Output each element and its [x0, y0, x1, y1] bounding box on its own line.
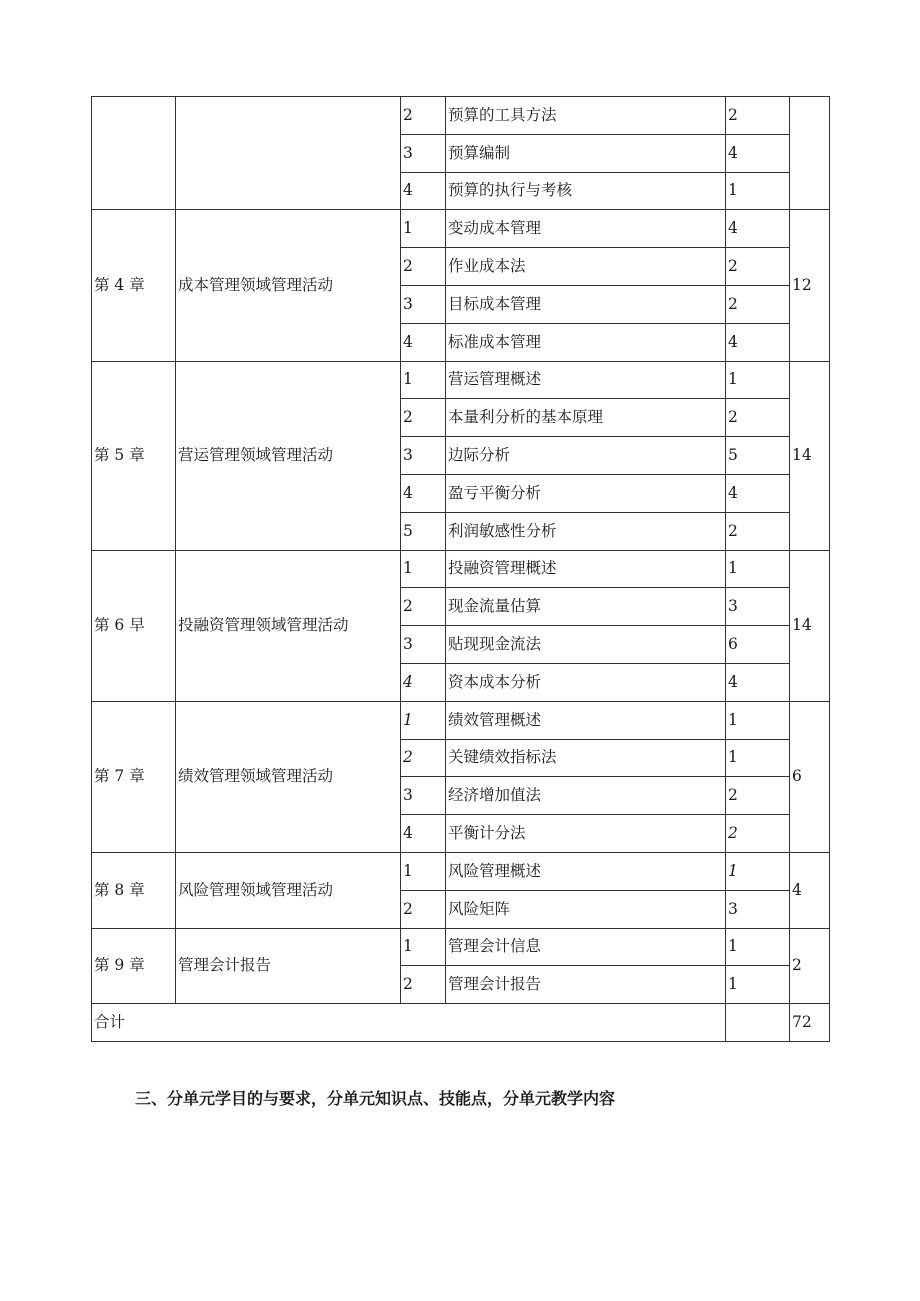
item-hours-cell: 1	[726, 550, 790, 588]
table-row	[92, 210, 830, 248]
item-number-cell: 1	[401, 928, 446, 966]
item-topic-cell: 关键绩效指标法	[446, 739, 726, 777]
item-topic-cell: 平衡计分法	[446, 815, 726, 853]
item-number-cell: 2	[401, 248, 446, 286]
chapter-cell: 第 4 章	[92, 210, 176, 361]
item-number-cell: 2	[401, 890, 446, 928]
item-hours-cell: 5	[726, 437, 790, 475]
table-row	[92, 701, 830, 739]
course-hours-table	[91, 96, 830, 1042]
table-row	[92, 852, 830, 890]
summary-hours-cell	[726, 1004, 790, 1042]
item-hours-cell: 1	[726, 966, 790, 1004]
table-row	[92, 361, 830, 399]
item-topic-cell: 本量利分析的基本原理	[446, 399, 726, 437]
item-hours-cell: 4	[726, 134, 790, 172]
chapter-cell: 第 7 章	[92, 701, 176, 852]
chapter-title-cell: 成本管理领域管理活动	[176, 210, 401, 361]
chapter-cell: 第 6 早	[92, 550, 176, 701]
item-hours-cell: 1	[726, 739, 790, 777]
item-number-cell: 1	[401, 361, 446, 399]
item-topic-cell: 目标成本管理	[446, 285, 726, 323]
item-number-cell: 2	[401, 966, 446, 1004]
item-topic-cell: 贴现现金流法	[446, 626, 726, 664]
item-number-cell: 4	[401, 663, 446, 701]
item-number-cell: 4	[401, 815, 446, 853]
item-topic-cell: 标准成本管理	[446, 323, 726, 361]
item-topic-cell: 风险矩阵	[446, 890, 726, 928]
item-number-cell: 4	[401, 474, 446, 512]
item-topic-cell: 绩效管理概述	[446, 701, 726, 739]
item-topic-cell: 利润敏感性分析	[446, 512, 726, 550]
item-number-cell: 3	[401, 285, 446, 323]
chapter-title-cell: 绩效管理领域管理活动	[176, 701, 401, 852]
item-hours-cell: 2	[726, 815, 790, 853]
summary-total-cell: 72	[790, 1004, 830, 1042]
item-topic-cell: 管理会计报告	[446, 966, 726, 1004]
item-number-cell: 1	[401, 550, 446, 588]
item-topic-cell: 资本成本分析	[446, 663, 726, 701]
item-number-cell: 2	[401, 739, 446, 777]
item-hours-cell: 3	[726, 890, 790, 928]
chapter-total-cell	[790, 97, 830, 210]
item-hours-cell: 2	[726, 248, 790, 286]
item-topic-cell: 盈亏平衡分析	[446, 474, 726, 512]
chapter-total-cell: 12	[790, 210, 830, 361]
item-number-cell: 4	[401, 172, 446, 210]
item-topic-cell: 现金流量估算	[446, 588, 726, 626]
item-topic-cell: 边际分析	[446, 437, 726, 475]
item-number-cell: 3	[401, 134, 446, 172]
item-number-cell: 3	[401, 626, 446, 664]
item-hours-cell: 4	[726, 663, 790, 701]
item-hours-cell: 1	[726, 361, 790, 399]
chapter-cell: 第 5 章	[92, 361, 176, 550]
summary-row	[92, 1004, 830, 1042]
item-number-cell: 4	[401, 323, 446, 361]
item-hours-cell: 1	[726, 172, 790, 210]
item-topic-cell: 预算的执行与考核	[446, 172, 726, 210]
item-number-cell: 3	[401, 437, 446, 475]
item-hours-cell: 1	[726, 928, 790, 966]
item-topic-cell: 预算编制	[446, 134, 726, 172]
item-topic-cell: 经济增加值法	[446, 777, 726, 815]
item-number-cell: 2	[401, 399, 446, 437]
table-row	[92, 550, 830, 588]
chapter-cell: 第 8 章	[92, 852, 176, 928]
item-hours-cell: 1	[726, 852, 790, 890]
table-row	[92, 928, 830, 966]
item-number-cell: 2	[401, 97, 446, 135]
item-hours-cell: 4	[726, 323, 790, 361]
item-topic-cell: 预算的工具方法	[446, 97, 726, 135]
chapter-title-cell: 营运管理领域管理活动	[176, 361, 401, 550]
item-topic-cell: 风险管理概述	[446, 852, 726, 890]
item-hours-cell: 2	[726, 285, 790, 323]
item-topic-cell: 营运管理概述	[446, 361, 726, 399]
item-topic-cell: 投融资管理概述	[446, 550, 726, 588]
item-hours-cell: 2	[726, 512, 790, 550]
item-number-cell: 1	[401, 210, 446, 248]
item-hours-cell: 2	[726, 97, 790, 135]
table-row	[92, 97, 830, 135]
chapter-cell: 第 9 章	[92, 928, 176, 1004]
chapter-title-cell: 管理会计报告	[176, 928, 401, 1004]
item-hours-cell: 6	[726, 626, 790, 664]
item-hours-cell: 2	[726, 399, 790, 437]
chapter-total-cell: 4	[790, 852, 830, 928]
item-hours-cell: 4	[726, 474, 790, 512]
chapter-total-cell: 6	[790, 701, 830, 852]
item-number-cell: 3	[401, 777, 446, 815]
item-hours-cell: 1	[726, 701, 790, 739]
item-topic-cell: 管理会计信息	[446, 928, 726, 966]
item-topic-cell: 变动成本管理	[446, 210, 726, 248]
chapter-cell	[92, 97, 176, 210]
item-topic-cell: 作业成本法	[446, 248, 726, 286]
chapter-title-cell	[176, 97, 401, 210]
item-number-cell: 1	[401, 852, 446, 890]
item-hours-cell: 3	[726, 588, 790, 626]
section-heading: 三、分单元学目的与要求，分单元知识点、技能点，分单元教学内容	[135, 1089, 616, 1108]
item-hours-cell: 4	[726, 210, 790, 248]
item-hours-cell: 2	[726, 777, 790, 815]
item-number-cell: 2	[401, 588, 446, 626]
chapter-total-cell: 2	[790, 928, 830, 1004]
chapter-total-cell: 14	[790, 361, 830, 550]
summary-label-cell: 合计	[92, 1004, 726, 1042]
chapter-total-cell: 14	[790, 550, 830, 701]
item-number-cell: 5	[401, 512, 446, 550]
item-number-cell: 1	[401, 701, 446, 739]
chapter-title-cell: 风险管理领域管理活动	[176, 852, 401, 928]
chapter-title-cell: 投融资管理领域管理活动	[176, 550, 401, 701]
